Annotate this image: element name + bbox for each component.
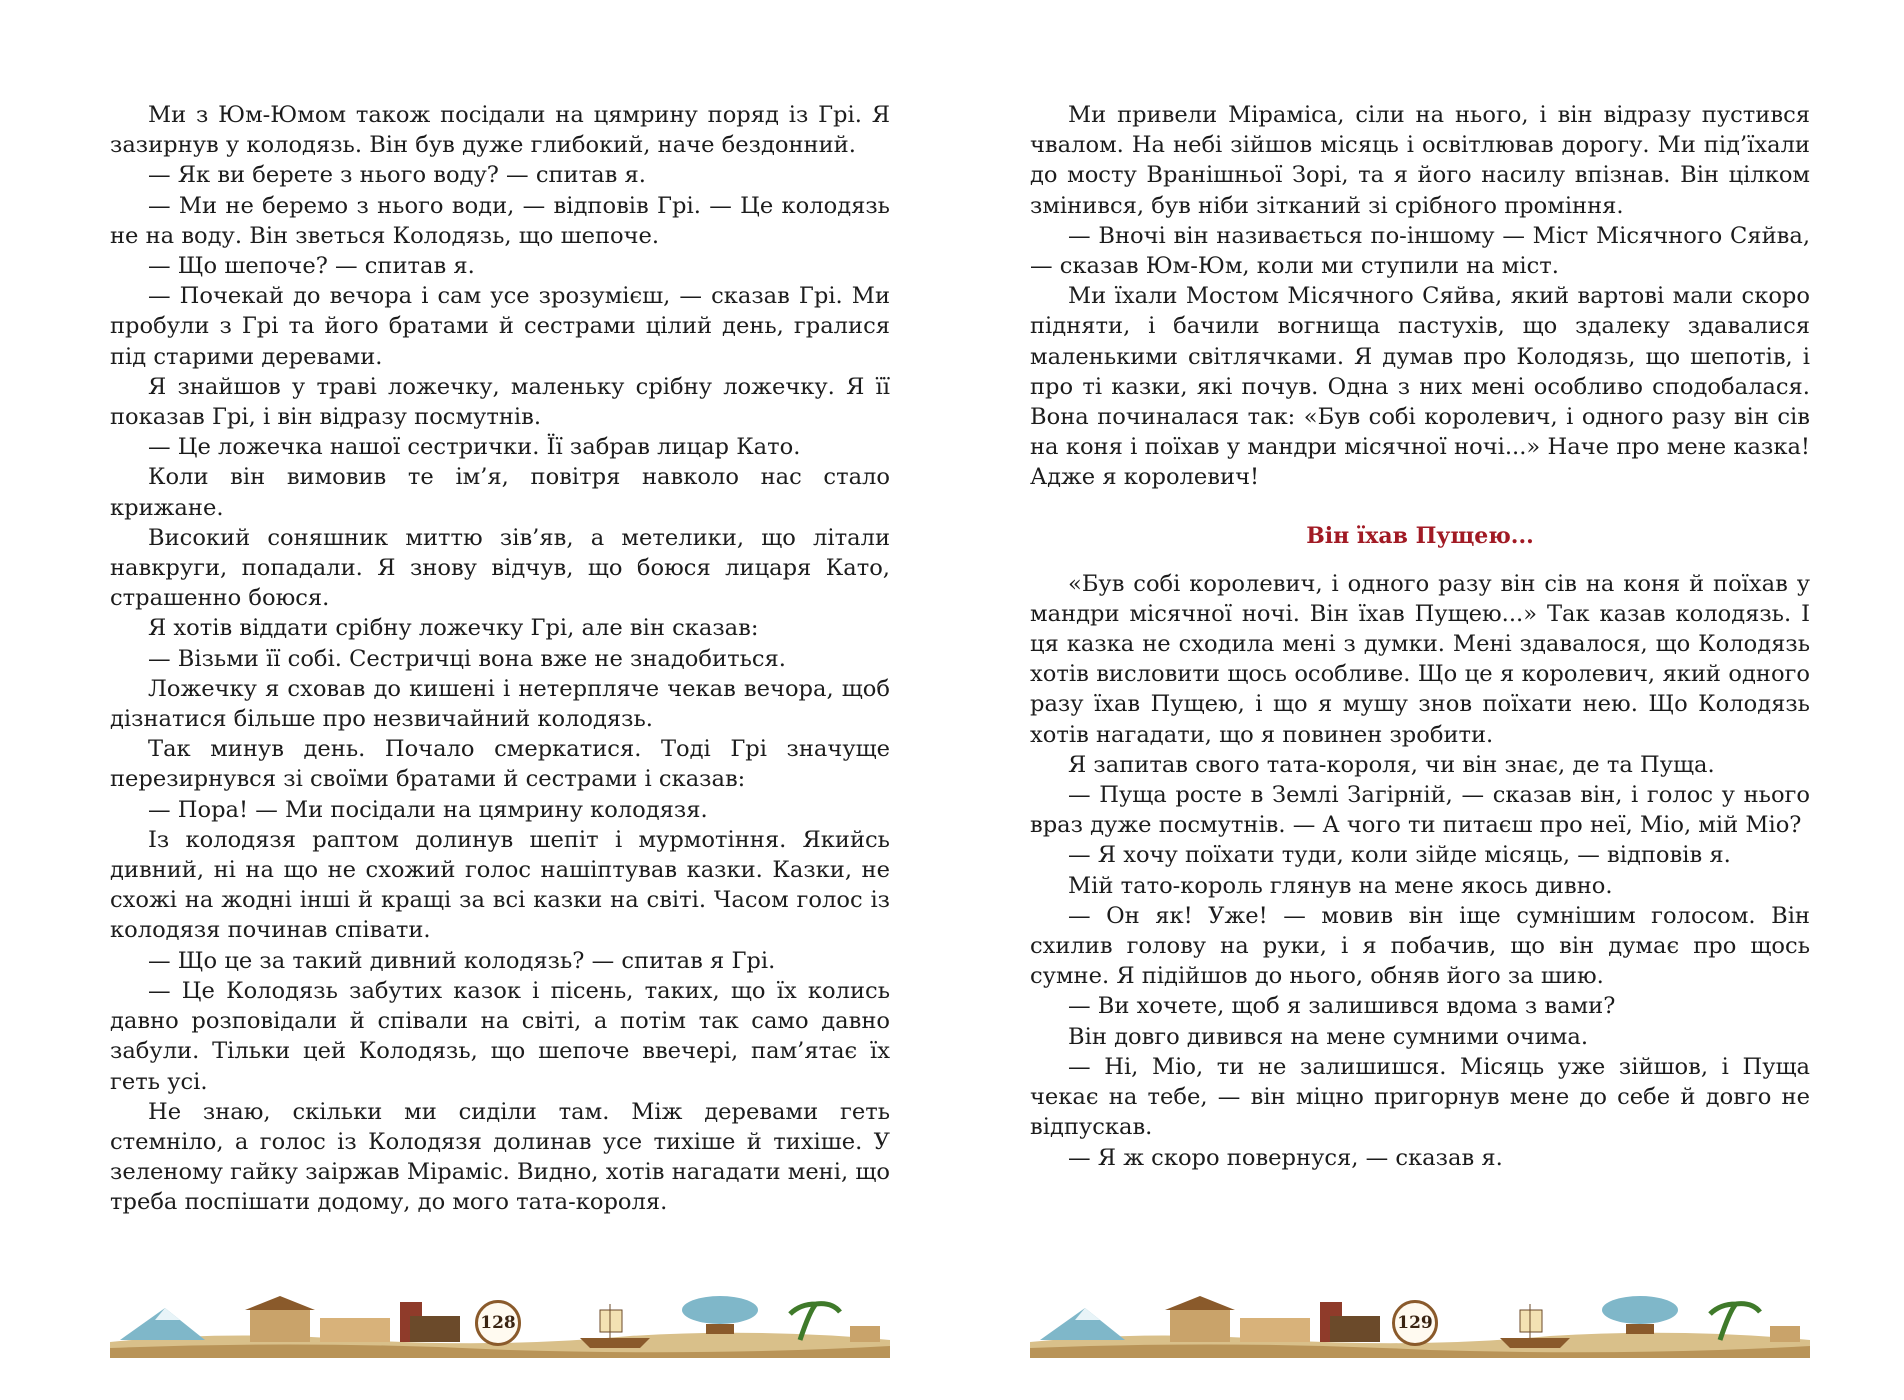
paragraph: Ми їхали Мостом Місячного Сяйва, який вартові мали скоро підняти, і бачили вогнища пастухів, що здалеку здавалися маленькими світлячками. Я думав про Колодязь, що шепотів, і про ті казки, які почув. Одна з них мені особливо сподобалася. Вона починалася так: «Був собі королевич, і одного разу він сів на коня і поїхав у мандри місячної ночі...» Наче про мене казка! Адже я королевич! [1030, 283, 1810, 491]
paragraph: — Пуща росте в Землі Загірній, — сказав він, і голос у нього враз дуже посмутнів. — А чого ти питаєш про неї, Міо, мій Міо? [1030, 782, 1810, 839]
paragraph: Так минув день. Почало смеркатися. Тоді Грі значуще перезирнувся зі своїми братами й сестрами і сказав: [110, 736, 890, 793]
paragraph: Він довго дивився на мене сумними очима. [1068, 1023, 1589, 1050]
paragraph: Не знаю, скільки ми сиділи там. Між деревами геть стемніло, а голос із Колодязя долинав усе тихіше й тихіше. У зеленому гайку заіржав Міраміс. Видно, хотів нагадати мені, що треба поспішати додому, до мого тата-короля. [110, 1098, 890, 1216]
paragraph: — Що це за такий дивний колодязь? — спитав я Грі. [148, 947, 776, 974]
paragraph: — Почекай до вечора і сам усе зрозумієш, — сказав Грі. Ми пробули з Грі та його братами й сестрами цілий день, гралися під старими деревами. [110, 283, 890, 370]
paragraph: Із колодязя раптом долинув шепіт і мурмотіння. Якийсь дивний, ні на що не схожий голос нашіптував казки. Казки, не схожі на жодні інші й кращі за всі казки на світі. Часом голос із колодязя починав співати. [110, 826, 890, 944]
paragraph: — Ви хочете, щоб я залишився вдома з вами? [1068, 993, 1616, 1020]
chapter-title: Він їхав Пущею... [1306, 522, 1534, 549]
right-page [1030, 100, 1810, 1173]
paragraph: — Вночі він називається по-іншому — Міст Місячного Сяйва, — сказав Юм-Юм, коли ми ступили на міст. [1030, 222, 1810, 280]
paragraph: — Пора! — Ми посідали на цямрину колодязя. [148, 796, 708, 823]
paragraph: — Що шепоче? — спитав я. [148, 253, 475, 280]
page-number: 128 [475, 1300, 521, 1346]
left-footer-ornament [110, 1290, 890, 1360]
paragraph: Високий соняшник миттю зів’яв, а метелики, що літали навкруги, попадали. Я знову відчув, що боюся лицаря Като, страшенно боюся. [110, 524, 890, 612]
left-page-text [110, 100, 890, 1218]
paragraph: Ми з Юм-Юмом також посідали на цямрину поряд із Грі. Я зазирнув у колодязь. Він був дуже глибокий, наче бездонний. [110, 102, 890, 159]
paragraph: — Це ложечка нашої сестрички. Її забрав лицар Като. [148, 434, 801, 461]
paragraph: Ложечку я сховав до кишені і нетерпляче чекав вечора, щоб дізнатися більше про незвичайний колодязь. [110, 675, 890, 733]
paragraph: — Ми не беремо з нього води, — відповів Грі. — Це колодязь не на воду. Він зветься Колодязь, що шепоче. [110, 192, 890, 249]
paragraph: Я знайшов у траві ложечку, маленьку срібну ложечку. Я її показав Грі, і він відразу посмутнів. [110, 373, 890, 431]
paragraph: Я запитав свого тата-короля, чи він знає, де та Пуща. [1068, 751, 1715, 778]
paragraph: — Ні, Міо, ти не залишишся. Місяць уже зійшов, і Пуща чекає на тебе, — він міцно пригорнув мене до себе й довго не відпускав. [1030, 1053, 1810, 1141]
paragraph: Я хотів віддати срібну ложечку Грі, але він сказав: [148, 615, 759, 642]
paragraph: Коли він вимовив те ім’я, повітря навколо нас стало крижане. [110, 464, 890, 521]
paragraph: — Я хочу поїхати туди, коли зійде місяць, — відповів я. [1068, 842, 1731, 869]
paragraph: — Візьми її собі. Сестричці вона вже не знадобиться. [148, 645, 786, 672]
paragraph: — Я ж скоро повернуся, — сказав я. [1068, 1144, 1503, 1171]
paragraph: «Був собі королевич, і одного разу він сів на коня й поїхав у мандри місячної ночі. Він їхав Пущею...» Так казав колодязь. І ця казка не сходила мені з думки. Мені здавалося, що Колодязь хотів висловити щось особливе. Що це я королевич, який одного разу їхав Пущею, і що я мушу знов поїхати нею. Що Колодязь хотів нагадати, що я повинен зробити. [1030, 570, 1810, 748]
page-number: 129 [1392, 1300, 1438, 1346]
left-page [110, 100, 890, 1218]
right-page-text [1030, 100, 1810, 1173]
paragraph: Мій тато-король глянув на мене якось дивно. [1068, 872, 1613, 899]
paragraph: — Це Колодязь забутих казок і пісень, таких, що їх колись давно розповідали й співали на світі, а потім так само давно забули. Тільки цей Колодязь, що шепоче ввечері, пам’ятає їх геть усі. [110, 977, 890, 1095]
right-footer-ornament [1030, 1290, 1810, 1360]
paragraph: Ми привели Міраміса, сіли на нього, і він відразу пустився чвалом. На небі зійшов місяць і освітлював дорогу. Ми під’їхали до мосту Вранішньої Зорі, та я його насилу впізнав. Він цілком змінився, був ніби зітканий зі срібного проміння. [1030, 102, 1810, 219]
paragraph: — Он як! Уже! — мовив він іще сумнішим голосом. Він схилив голову на руки, і я побачив, що він думає про щось сумне. Я підійшов до нього, обняв його за шию. [1030, 902, 1810, 990]
paragraph: — Як ви берете з нього воду? — спитав я. [148, 162, 646, 189]
